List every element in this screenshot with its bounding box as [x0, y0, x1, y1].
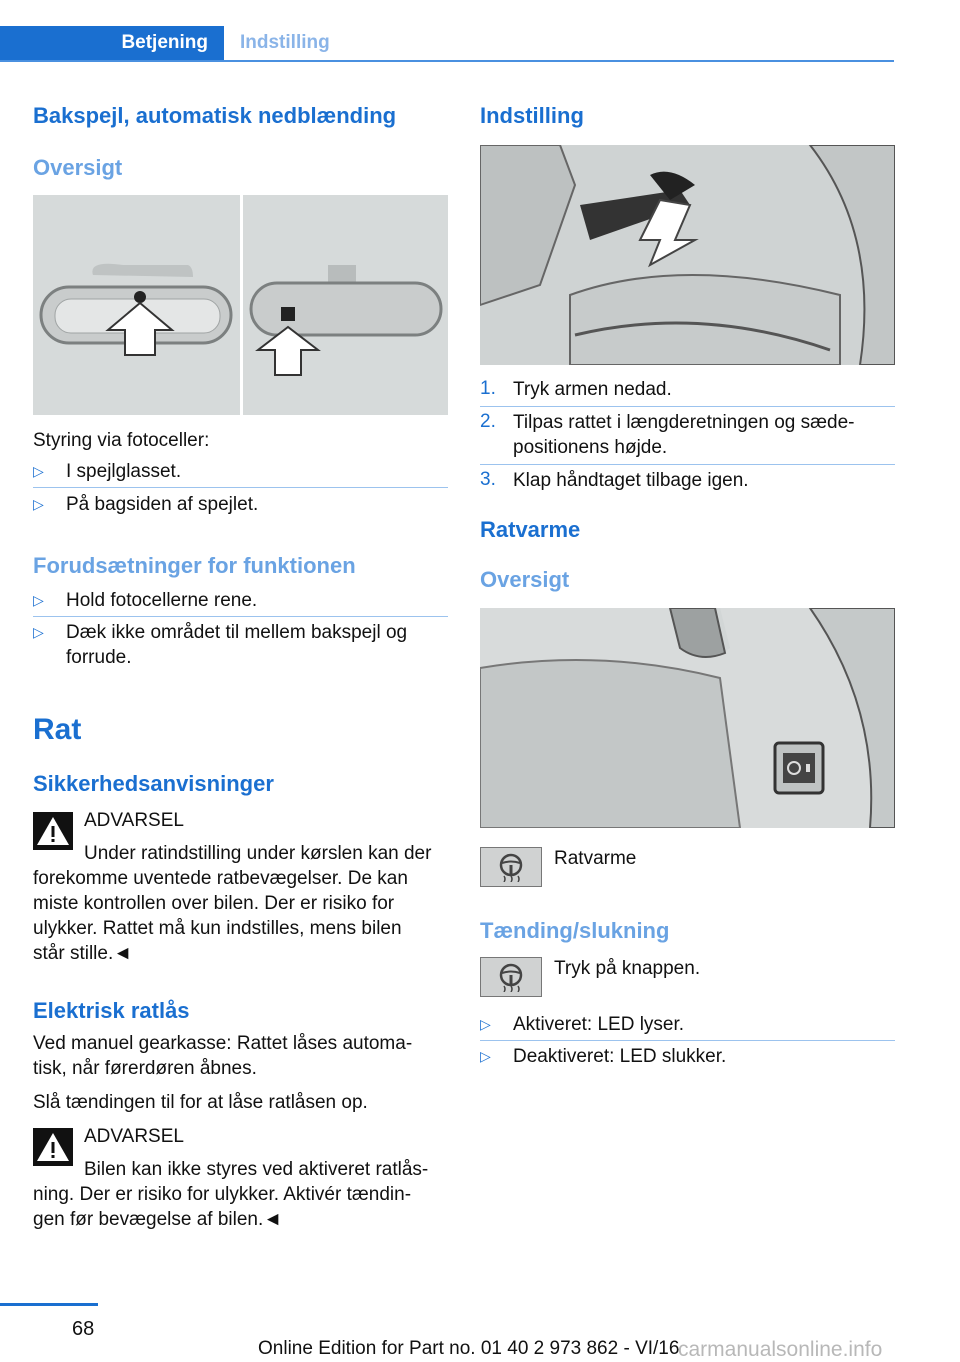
steering-lever-photo — [480, 145, 895, 365]
subsection-safety: Sikkerhedsanvisninger — [33, 771, 274, 796]
triangle-bullet-icon: ▷ — [33, 463, 44, 479]
warning-text: miste kontrollen over bilen. Der er risiko for — [33, 893, 395, 914]
warning-label: ADVARSEL — [84, 1126, 184, 1147]
step-number: 1. — [480, 378, 496, 399]
warning-text: forekomme uventede ratbevægelser. De kan — [33, 868, 408, 889]
subsection-onoff: Tænding/slukning — [480, 918, 670, 943]
heating-icon — [480, 847, 542, 887]
warning-icon — [33, 812, 73, 850]
step-text: positionens højde. — [513, 437, 668, 458]
heating-button-icon — [480, 957, 542, 997]
warning-text: gen før bevægelse af bilen.◄ — [33, 1209, 283, 1230]
step-text: Tryk armen nedad. — [513, 379, 672, 400]
step-text: Tilpas rattet i længderetningen og sæde- — [513, 412, 855, 433]
subsection-overview: Oversigt — [480, 567, 570, 592]
divider — [480, 464, 895, 465]
warning-text: Bilen kan ikke styres ved aktiveret ratlås- — [84, 1159, 429, 1180]
triangle-bullet-icon: ▷ — [33, 592, 44, 608]
divider — [33, 487, 448, 488]
subsection-overview: Oversigt — [33, 155, 123, 180]
section-title-heating: Ratvarme — [480, 517, 581, 542]
photocell-intro: Styring via fotoceller: — [33, 430, 210, 451]
edition-footer: Online Edition for Part no. 01 40 2 973 862 - VI/16 — [258, 1338, 680, 1359]
page-number: 68 — [72, 1318, 95, 1340]
divider — [480, 1040, 895, 1041]
subsection-prereq: Forudsætninger for funktionen — [33, 553, 356, 578]
triangle-bullet-icon: ▷ — [480, 1016, 491, 1032]
body-text: tisk, når førerdøren åbnes. — [33, 1058, 257, 1079]
mirror-photo — [33, 195, 448, 415]
subsection-steering-lock: Elektrisk ratlås — [33, 998, 190, 1023]
divider — [33, 616, 448, 617]
onoff-text: Tryk på knappen. — [554, 958, 701, 979]
step-text: Klap håndtaget tilbage igen. — [513, 470, 749, 491]
warning-text: ulykker. Rattet må kun indstilles, mens bilen — [33, 918, 402, 939]
tab-betjening[interactable]: Betjening — [0, 26, 224, 60]
header-divider — [0, 60, 894, 62]
footer-accent-line — [0, 1303, 98, 1306]
step-number: 2. — [480, 411, 496, 432]
heating-icon-label: Ratvarme — [554, 848, 637, 869]
warning-text: Under ratindstilling under kørslen kan der — [84, 843, 432, 864]
warning-label: ADVARSEL — [84, 810, 184, 831]
section-title-adjust: Indstilling — [480, 103, 584, 128]
chapter-title-rat: Rat — [33, 713, 82, 746]
warning-text: står stille.◄ — [33, 943, 133, 964]
body-text: Slå tændingen til for at låse ratlåsen op. — [33, 1092, 368, 1113]
tab-indstilling[interactable]: Indstilling — [240, 32, 330, 53]
header-tabs — [0, 26, 894, 62]
triangle-bullet-icon: ▷ — [33, 624, 44, 640]
bullet-continuation: forrude. — [66, 647, 132, 668]
triangle-bullet-icon: ▷ — [33, 496, 44, 512]
divider — [480, 406, 895, 407]
triangle-bullet-icon: ▷ — [480, 1048, 491, 1064]
warning-text: ning. Der er risiko for ulykker. Aktivér tændin- — [33, 1184, 412, 1205]
warning-icon — [33, 1128, 73, 1166]
watermark: carmanualsonline.info — [678, 1338, 883, 1361]
section-title-mirror: Bakspejl, automatisk nedblænding — [33, 103, 397, 128]
step-number: 3. — [480, 469, 496, 490]
heating-button-photo — [480, 608, 895, 828]
body-text: Ved manuel gearkasse: Rattet låses automa- — [33, 1033, 413, 1054]
